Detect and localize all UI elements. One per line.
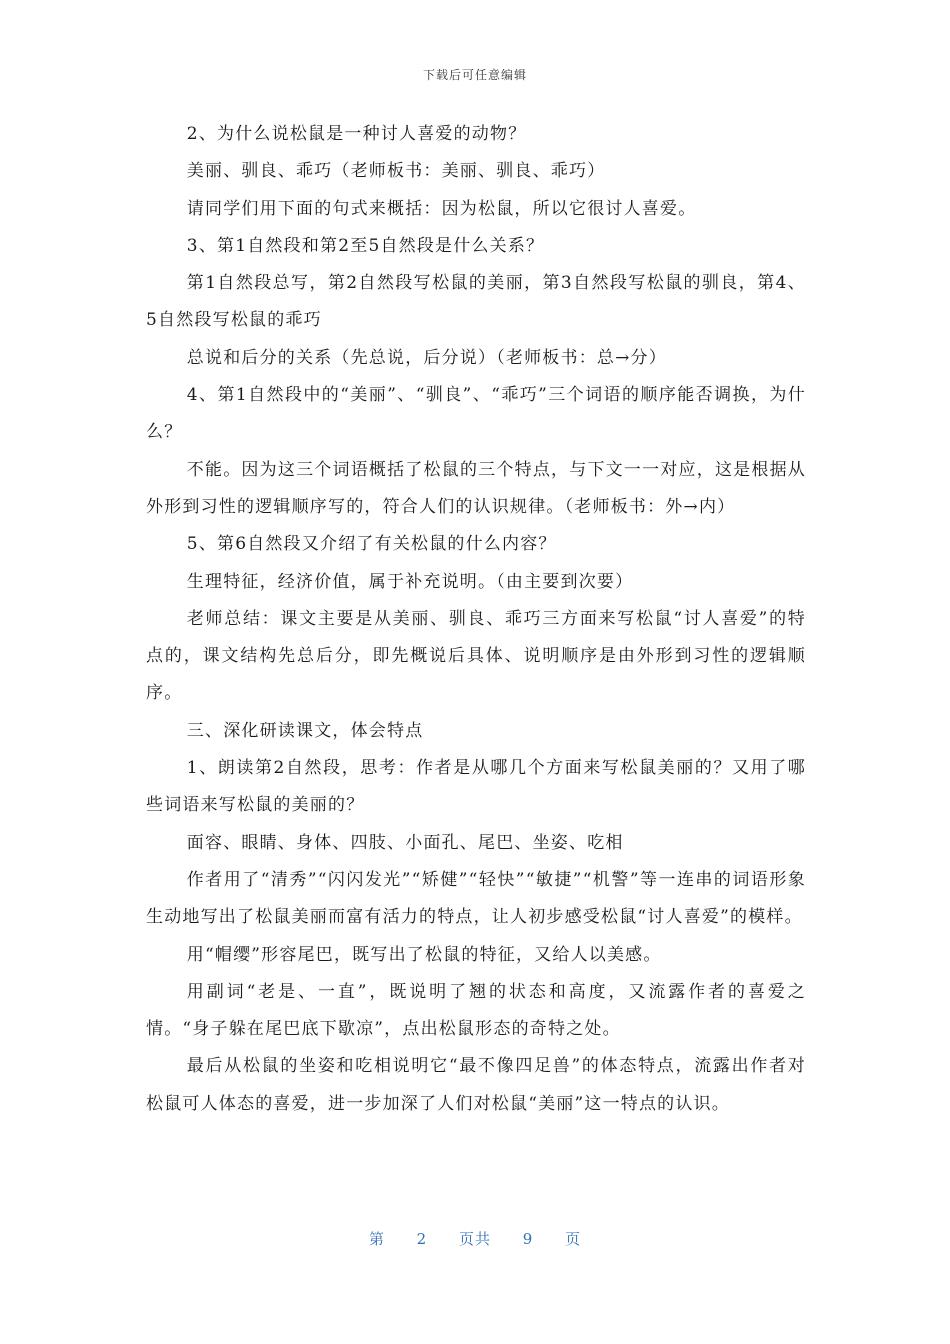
paragraph: 作者用了“清秀”“闪闪发光”“矫健”“轻快”“敏捷”“机警”等一连串的词语形象生动地写出了松鼠美丽而富有活力的特点，让人初步感受松鼠“讨人喜爱”的模样。 <box>146 869 806 928</box>
paragraph: 3、第1自然段和第2至5自然段是什么关系？ <box>186 235 545 256</box>
paragraph: 用“帽缨”形容尾巴，既写出了松鼠的特征，又给人以美感。 <box>186 944 662 965</box>
paragraph: 第1自然段总写，第2自然段写松鼠的美丽，第3自然段写松鼠的驯良，第4、5自然段写松鼠的乖巧 <box>146 273 806 331</box>
page-header: 下载后可任意编辑 <box>422 68 527 82</box>
paragraph: 请同学们用下面的句式来概括：因为松鼠，所以它很讨人喜爱。 <box>186 198 697 219</box>
footer-total-pages: 9 <box>522 1230 534 1248</box>
paragraph: 最后从松鼠的坐姿和吃相说明它“最不像四足兽”的体态特点，流露出作者对松鼠可人体态的喜爱，进一步加深了人们对松鼠“美丽”这一特点的认识。 <box>146 1056 806 1114</box>
paragraph: 美丽、驯良、乖巧（老师板书：美丽、驯良、乖巧） <box>186 161 606 182</box>
section-heading: 三、深化研读课文，体会特点 <box>186 720 424 741</box>
paragraph: 面容、眼睛、身体、四肢、小面孔、尾巴、坐姿、吃相 <box>186 832 624 853</box>
paragraph: 总说和后分的关系（先总说，后分说）（老师板书：总→分） <box>186 347 667 368</box>
footer-middle: 页共 <box>458 1230 491 1248</box>
paragraph: 用副词“老是、一直”，既说明了翘的状态和高度，又流露作者的喜爱之情。“身子躲在尾巴底下歇凉”，点出松鼠形态的奇特之处。 <box>146 981 806 1040</box>
footer-page-number: 2 <box>416 1230 428 1248</box>
paragraph: 不能。因为这三个词语概括了松鼠的三个特点，与下文一一对应，这是根据从外形到习性的逻辑顺序写的，符合人们的认识规律。（老师板书：外→内） <box>146 459 806 517</box>
footer-suffix: 页 <box>565 1230 582 1248</box>
page-footer <box>0 1228 950 1249</box>
paragraph: 4、第1自然段中的“美丽”、“驯良”、“乖巧”三个词语的顺序能否调换，为什么？ <box>146 385 806 443</box>
paragraph: 生理特征，经济价值，属于补充说明。（由主要到次要） <box>186 571 634 592</box>
paragraph: 5、第6自然段又介绍了有关松鼠的什么内容？ <box>186 534 557 555</box>
paragraph: 1、朗读第2自然段，思考：作者是从哪几个方面来写松鼠美丽的？又用了哪些词语来写松鼠的美丽的？ <box>146 758 806 816</box>
paragraph: 老师总结：课文主要是从美丽、驯良、乖巧三方面来写松鼠“讨人喜爱”的特点的，课文结构先总后分，即先概说后具体、说明顺序是由外形到习性的逻辑顺序。 <box>146 608 806 704</box>
paragraph: 2、为什么说松鼠是一种讨人喜爱的动物？ <box>186 124 527 144</box>
footer-prefix: 第 <box>368 1230 385 1248</box>
document-body <box>146 116 806 1123</box>
